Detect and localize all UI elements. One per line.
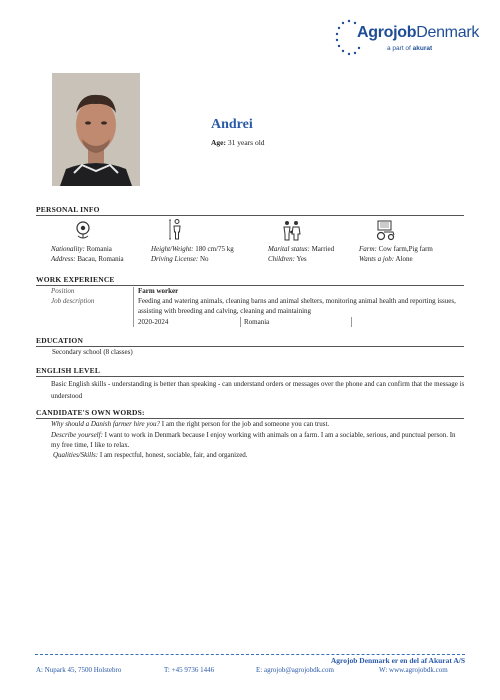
info-col-farm: Farm: Cow farm,Pig farm Wants a job: Alone: [359, 245, 433, 263]
own-words-qualities: Qualities/Skills: I am respectful, honest, sociable, fair, and organized.: [53, 451, 248, 459]
candidate-photo: [52, 73, 140, 186]
own-words-heading: CANDIDATE'S OWN WORDS:: [36, 408, 145, 417]
location-pin-icon: [72, 219, 94, 241]
own-words-why-hire: Why should a Danish farmer hire you? I am the right person for the job and someone you can trust.: [51, 420, 330, 428]
footer-phone: T: +45 9736 1446: [164, 666, 215, 674]
section-divider: [36, 285, 464, 286]
footer-divider: [35, 654, 465, 655]
position-value: Farm worker: [138, 287, 179, 295]
family-icon: [281, 219, 303, 241]
education-heading: EDUCATION: [36, 336, 84, 345]
work-experience-heading: WORK EXPERIENCE: [36, 275, 115, 284]
candidate-age: Age: 31 years old: [211, 138, 265, 147]
tractor-icon: [375, 219, 397, 241]
section-divider: [36, 376, 464, 377]
agrojob-logo: [335, 18, 480, 60]
section-divider: [36, 215, 464, 216]
logo-subline: a part of akurat: [387, 45, 433, 52]
footer-website[interactable]: W: www.agrojobdk.com: [379, 666, 448, 674]
footer-email[interactable]: E: agrojob@agrojobdk.com: [256, 666, 334, 674]
own-words-describe: Describe yourself: I want to work in Denmark because I enjoy working with animals on a farm. I am a sociable, serious, and punctual person. In my free time, I like to relax.: [51, 431, 456, 449]
english-level-heading: ENGLISH LEVEL: [36, 366, 101, 375]
candidate-name: Andrei: [211, 117, 253, 132]
column-divider: [351, 317, 352, 327]
english-level-value: Basic English skills - understanding is better than speaking - can understand orders or messages over the phone and can confirm that the message is understood: [51, 380, 465, 400]
info-col-family: Marital status: Married Children: Yes: [268, 245, 335, 263]
footer-company: Agrojob Denmark er en del af Akurat A/S: [330, 656, 465, 665]
personal-info-heading: PERSONAL INFO: [36, 205, 100, 214]
work-country: Romania: [244, 318, 270, 326]
job-description-value: Feeding and watering animals, cleaning barns and animal shelters, monitoring animal health and reporting issues, assisting with breeding and calving, cleaning and maintaining: [138, 297, 456, 315]
logo-wordmark: AgrojobDenmark: [357, 24, 480, 41]
position-label: Position: [51, 287, 75, 295]
job-description-label: Job description: [51, 297, 95, 305]
education-value: Secondary school (8 classes): [52, 348, 133, 356]
info-col-nationality: Nationality: Romania Address: Bacau, Romania: [51, 245, 124, 263]
column-divider: [240, 317, 241, 327]
footer-address: A: Nupark 45, 7500 Holstebro: [36, 666, 122, 674]
work-period: 2020-2024: [138, 318, 169, 326]
column-divider: [133, 287, 134, 327]
person-height-icon: [166, 218, 188, 240]
info-col-body: Height/Weight: 180 cm/75 kg Driving License: No: [151, 245, 234, 263]
